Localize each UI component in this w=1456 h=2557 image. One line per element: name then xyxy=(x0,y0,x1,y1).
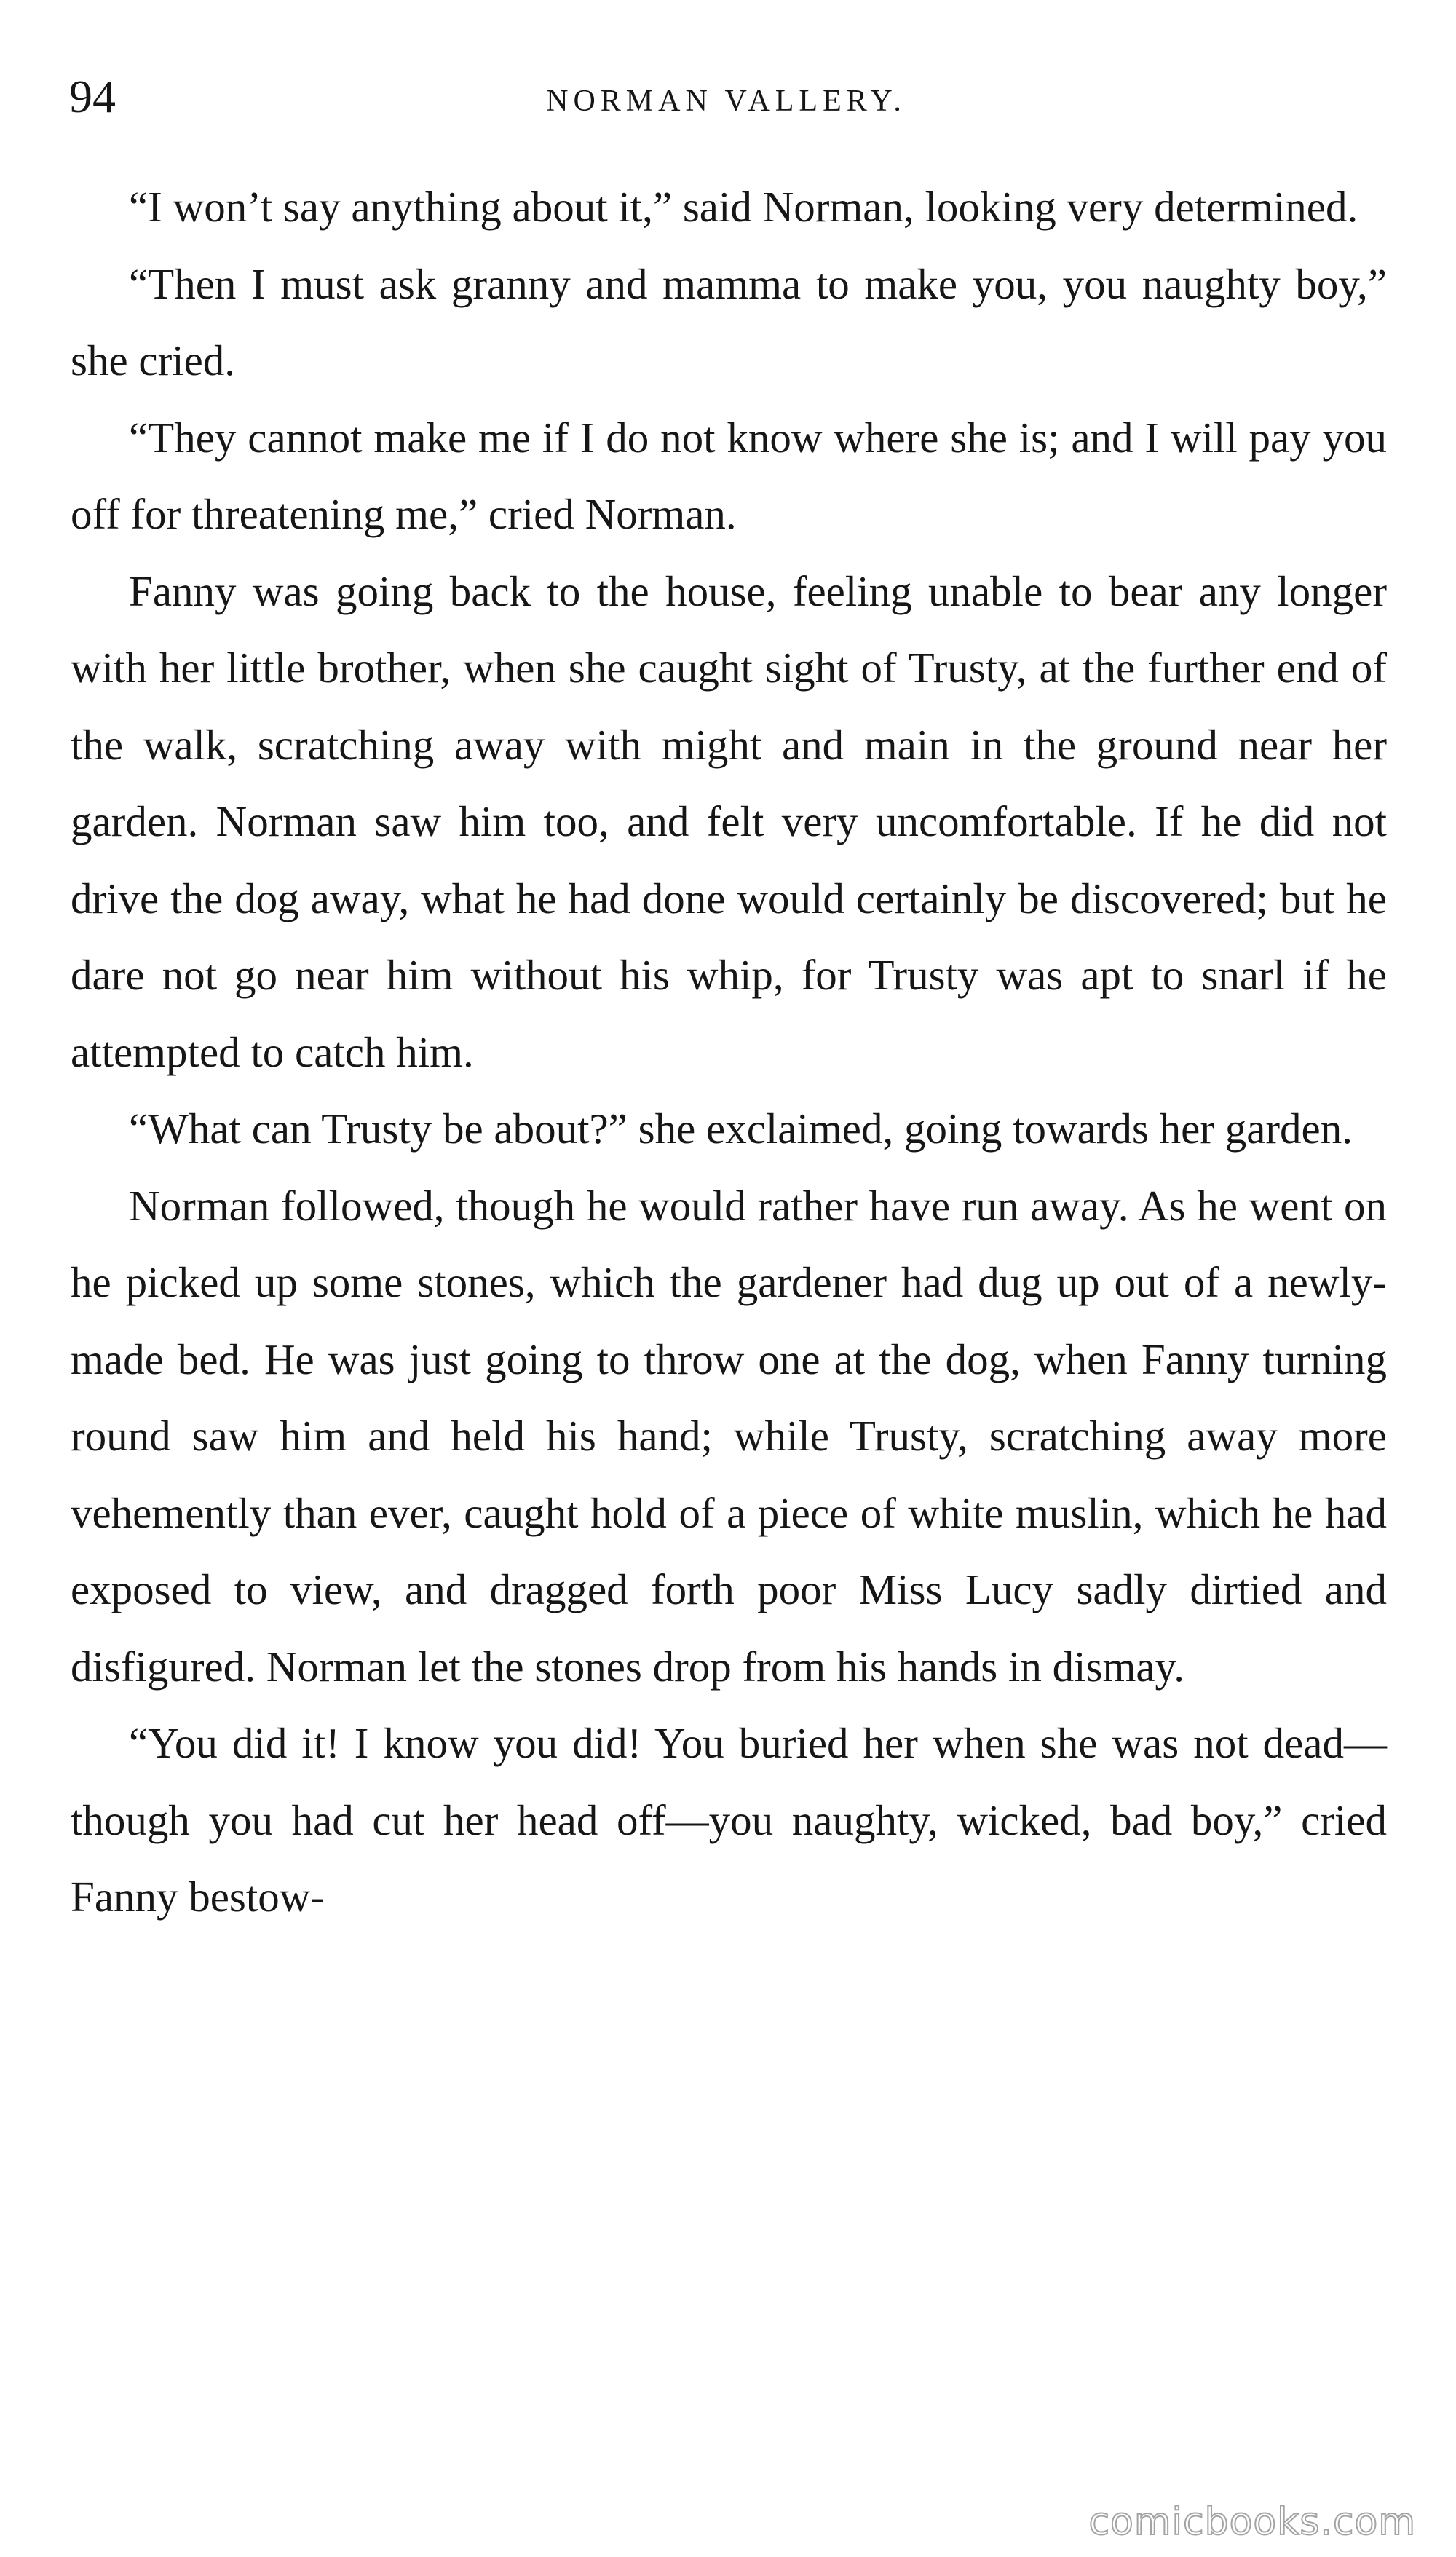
body-text xyxy=(71,169,1387,1936)
paragraph-4: Fanny was going back to the house, feeling unable to bear any longer with her little brother, when she caught sight of Trusty, at the further end of the walk, scratching away with might and main in the ground near her garden. Norman saw him too, and felt very uncomfortable. If he did not drive the dog away, what he had done would certainly be discovered; but he dare not go near him without his whip, for Trusty was apt to snarl if he attempted to catch him. xyxy=(71,566,1387,1076)
paragraph-1: “I won’t say anything about it,” said Norman, looking very determined. xyxy=(129,183,1358,231)
page-number: 94 xyxy=(69,71,116,122)
running-title: NORMAN VALLERY. xyxy=(546,84,906,118)
running-head xyxy=(69,57,1383,137)
watermark: comicbooks.com xyxy=(1088,2500,1416,2544)
paragraph-5: “What can Trusty be about?” she exclaimed, going towards her garden. xyxy=(129,1104,1353,1153)
paragraph-6: Norman followed, though he would rather have run away. As he went on he picked up some stones, which the gardener had dug up out of a newly-made bed. He was just going to throw one at the dog, when Fanny turning round saw him and held his hand; while Trusty, scratching away more vehemently than ever, caught hold of a piece of white muslin, which he had exposed to view, and dragged forth poor Miss Lucy sadly dirtied and disfigured. Norman let the stones drop from his hands in dismay. xyxy=(71,1181,1387,1691)
paragraph-7: “You did it! I know you did! You buried her when she was not dead—though you had cut her head off—you naughty, wicked, bad boy,” cried Fanny bestow- xyxy=(71,1719,1387,1921)
paragraph-2: “Then I must ask granny and mamma to make you, you naughty boy,” she cried. xyxy=(71,259,1387,384)
paragraph-3: “They cannot make me if I do not know where she is; and I will pay you off for threatening me,” cried Norman. xyxy=(71,413,1387,538)
